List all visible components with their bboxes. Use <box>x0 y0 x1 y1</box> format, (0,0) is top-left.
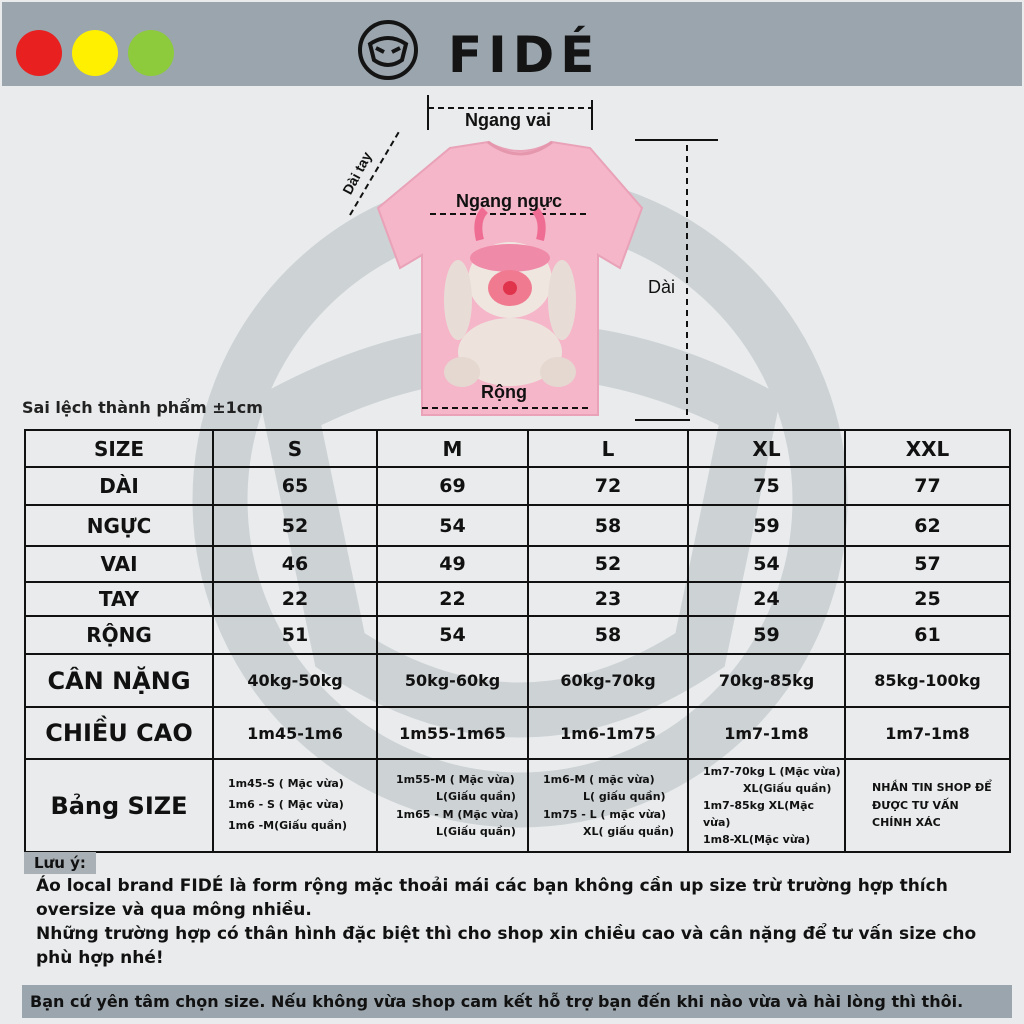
brand-logo <box>358 14 618 84</box>
guide-cell-s <box>213 759 377 852</box>
guide-line: 1m65 - M (Mặc vừa) <box>396 807 519 821</box>
footer-banner: Bạn cứ yên tâm chọn size. Nếu không vừa shop cam kết hỗ trợ bạn đến khi nào vừa và hài lòng thì thôi. <box>22 985 1012 1018</box>
table-header-row <box>25 430 1010 467</box>
guide-line: 1m7-70kg L (Mặc vừa) <box>703 764 841 778</box>
guide-line: L(Giấu quần) <box>436 824 516 838</box>
note-paragraph: Áo local brand FIDÉ là form rộng mặc thoải mái các bạn không cần up size trừ trường hợp thích oversize và qua mông nhiều. <box>36 876 948 920</box>
table-cell: 1m45-1m6 <box>213 707 377 759</box>
table-cell: 58 <box>528 616 688 654</box>
header-bar <box>2 2 1022 86</box>
header-cell: XL <box>688 430 845 467</box>
length-label: Dài <box>648 277 676 297</box>
header-cell: M <box>377 430 528 467</box>
guide-line: 1m6-M ( mặc vừa) <box>543 773 655 787</box>
shoulder-label: Ngang vai <box>465 110 552 130</box>
guide-cell-l <box>528 759 688 852</box>
guide-line: XL(Giấu quần) <box>743 781 832 795</box>
guide-line: NHẮN TIN SHOP ĐỂ <box>872 781 992 795</box>
notes-section <box>24 852 1009 970</box>
table-row-weight <box>25 654 1010 707</box>
guide-line: 1m55-M ( Mặc vừa) <box>396 773 515 787</box>
row-label: VAI <box>25 546 213 582</box>
table-row <box>25 505 1010 546</box>
table-cell: 40kg-50kg <box>213 654 377 707</box>
table-cell: 65 <box>213 467 377 505</box>
table-cell: 54 <box>688 546 845 582</box>
brand-name: FIDÉ <box>448 26 601 84</box>
chest-label: Ngang ngực <box>456 191 563 211</box>
table-cell: 59 <box>688 616 845 654</box>
table-cell: 57 <box>845 546 1010 582</box>
table-cell: 23 <box>528 582 688 616</box>
header-cell: XXL <box>845 430 1010 467</box>
table-cell: 77 <box>845 467 1010 505</box>
table-cell: 1m6-1m75 <box>528 707 688 759</box>
table-row <box>25 546 1010 582</box>
guide-cell-m <box>377 759 528 852</box>
green-dot-icon <box>128 30 174 76</box>
guide-line: XL( giấu quần) <box>583 824 675 838</box>
table-cell: 1m7-1m8 <box>845 707 1010 759</box>
row-label: NGỰC <box>25 505 213 546</box>
header-cell: SIZE <box>25 430 213 467</box>
table-cell: 22 <box>377 582 528 616</box>
header-cell: L <box>528 430 688 467</box>
table-cell: 58 <box>528 505 688 546</box>
table-cell: 59 <box>688 505 845 546</box>
guide-line: 1m45-S ( Mặc vừa) <box>228 777 344 791</box>
guide-line: L( giấu quần) <box>583 790 666 804</box>
table-cell: 69 <box>377 467 528 505</box>
row-label: CÂN NẶNG <box>25 654 213 707</box>
note-paragraph: Những trường hợp có thân hình đặc biệt thì cho shop xin chiều cao và cân nặng để tư vấn size cho phù hợp nhé! <box>36 924 977 968</box>
table-cell: 54 <box>377 616 528 654</box>
guide-line: 1m6 - S ( Mặc vừa) <box>228 798 344 812</box>
guide-line: ĐƯỢC TƯ VẤN <box>872 798 959 812</box>
sleeve-label: Dài tay <box>339 148 375 198</box>
guide-cell-xl <box>688 759 845 852</box>
table-cell: 75 <box>688 467 845 505</box>
mask-logo-icon <box>358 14 438 86</box>
guide-line: 1m6 -M(Giấu quần) <box>228 818 348 832</box>
table-cell: 54 <box>377 505 528 546</box>
table-cell: 52 <box>528 546 688 582</box>
yellow-dot-icon <box>72 30 118 76</box>
notes-label: Lưu ý: <box>24 852 96 874</box>
table-cell: 50kg-60kg <box>377 654 528 707</box>
table-cell: 61 <box>845 616 1010 654</box>
table-cell: 1m55-1m65 <box>377 707 528 759</box>
table-row-height <box>25 707 1010 759</box>
table-row <box>25 616 1010 654</box>
table-row <box>25 467 1010 505</box>
table-row-guide <box>25 759 1010 852</box>
size-table <box>24 429 1011 853</box>
row-label: CHIỀU CAO <box>25 707 213 759</box>
table-cell: 52 <box>213 505 377 546</box>
table-cell: 62 <box>845 505 1010 546</box>
table-cell: 51 <box>213 616 377 654</box>
table-cell: 1m7-1m8 <box>688 707 845 759</box>
red-dot-icon <box>16 30 62 76</box>
row-label: DÀI <box>25 467 213 505</box>
guide-line: CHÍNH XÁC <box>872 816 941 830</box>
table-cell: 70kg-85kg <box>688 654 845 707</box>
guide-line: 1m75 - L ( mặc vừa) <box>543 807 667 821</box>
table-cell: 49 <box>377 546 528 582</box>
row-label: RỘNG <box>25 616 213 654</box>
header-cell: S <box>213 430 377 467</box>
table-cell: 72 <box>528 467 688 505</box>
shirt-diagram <box>330 90 730 430</box>
guide-cell-xxl <box>845 759 1010 852</box>
table-cell: 24 <box>688 582 845 616</box>
table-cell: 60kg-70kg <box>528 654 688 707</box>
guide-line: L(Giấu quần) <box>436 790 516 804</box>
table-cell: 25 <box>845 582 1010 616</box>
guide-line: 1m7-85kg XL(Mặc vừa) <box>703 798 815 830</box>
tolerance-note: Sai lệch thành phẩm ±1cm <box>22 398 263 417</box>
table-cell: 46 <box>213 546 377 582</box>
table-cell: 85kg-100kg <box>845 654 1010 707</box>
width-label: Rộng <box>481 382 527 402</box>
row-label: Bảng SIZE <box>25 759 213 852</box>
table-cell: 22 <box>213 582 377 616</box>
tshirt-image <box>330 90 730 430</box>
guide-line: 1m8-XL(Mặc vừa) <box>703 833 811 847</box>
row-label: TAY <box>25 582 213 616</box>
table-row <box>25 582 1010 616</box>
